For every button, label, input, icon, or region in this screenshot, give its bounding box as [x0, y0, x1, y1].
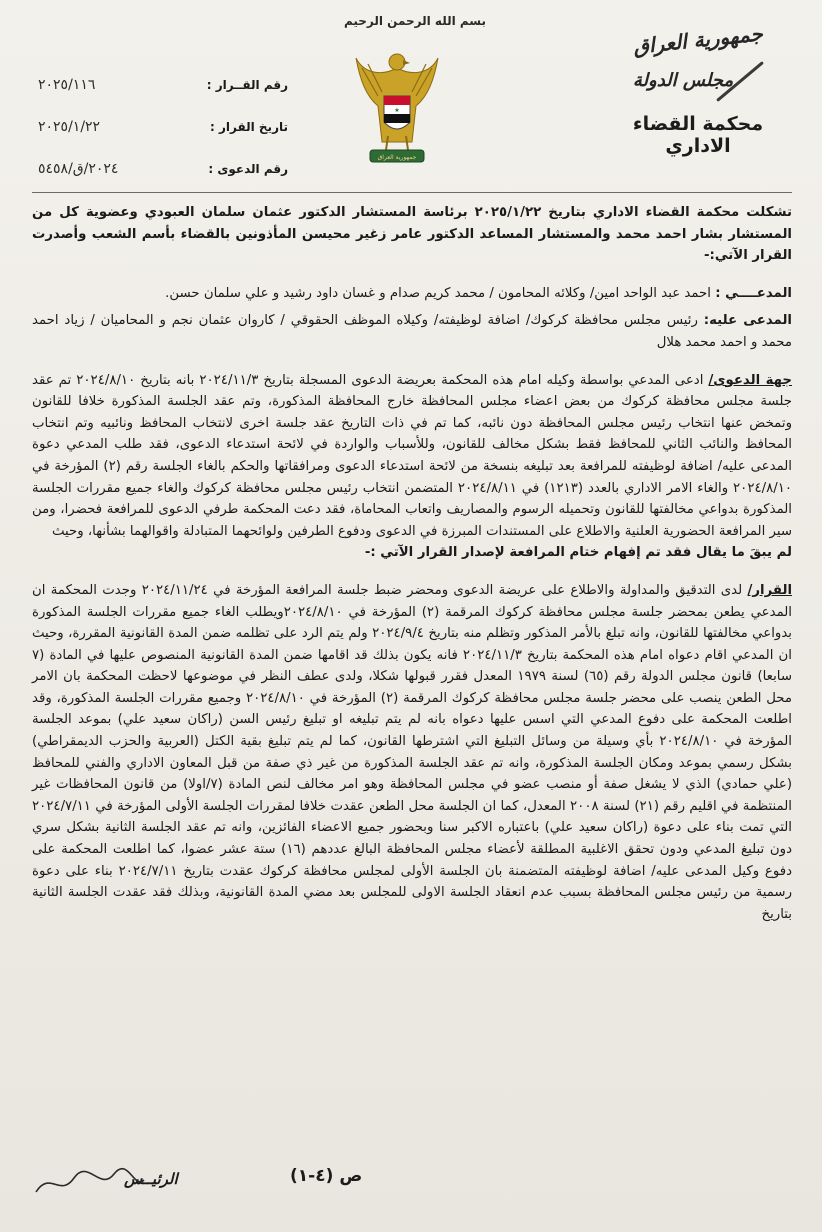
defendant-paragraph — [32, 310, 792, 353]
document-body — [32, 202, 792, 925]
claim-label: جهة الدعوى/ — [708, 372, 793, 388]
intro-paragraph: تشكلت محكمة القضاء الاداري بتاريخ ٢٠٢٥/١/٢٢ برئاسة المستشار الدكتور عثمان سلمان العبودي وعضوية كل من المستشار بشار احمد محمد والمستشار المساعد الدكتور عامر زغير محيسن المأذونين بالقضاء بأسم الشعب وأصدرت القرار الآتي:- — [32, 205, 792, 264]
page-number: ص (٤-١) — [290, 1166, 363, 1186]
basmala: بسم الله الرحمن الرحيم — [343, 14, 487, 28]
defendant-text: رئيس مجلس محافظة كركوك/ اضافة لوظيفته/ وكيلاه الموظف الحقوقي / كاروان عثمان نجم و المحاميان / زياد احمد محمد و احمد محمد هلال — [32, 313, 792, 350]
plaintiff-paragraph — [32, 283, 792, 305]
claim-text: ادعى المدعي بواسطة وكيله امام هذه المحكمة بعريضة الدعوى المسجلة بتاريخ ٢٠٢٤/١١/٣ بانه بتاريخ ٢٠٢٤/٨/١٠ تم عقد جلسة مجلس محافظة كركوك من بعض اعضاء مجلس المحافظة خارج المحافظة المذكورة، وتم عقد الجلسة المذكورة خلافا للقانون وتمخض عنها انتخاب رئيس مجلس المحافظة دون نائبه، كما تم في ذات التاريخ عقد جلسة اخرى لانتخاب المحافظ ونائبيه وتم انتخاب المحافظ والنائب الثاني للمحافظ فقط بشكل مخالف للقانون، وللأسباب والواردة في لائحة استدعاء الدعوى، فقد طلب المدعي دعوة المدعى عليه/ اضافة لوظيفته للمرافعة بعد تبليغه بنسخة من لائحة استدعاء الدعوى ومرافقاتها والحكم بالغاء الجلسة رقم (٢) المؤرخة في ٢٠٢٤/٨/١٠ والغاء الامر الاداري بالعدد (١٢١٣) في ٢٠٢٤/٨/١١ المتضمن انتخاب رئيس مجلس محافظة كركوك والغاء جميع مقررات الجلسة المذكورة بدواعي مخالفتها للقانون وتحميله الرسوم والمصاريف واتعاب المحاماة، فقد دعت المحكمة طرفي الدعوى للمرافعة فحضرا، ومن سير المرافعة الحضورية العلنية والاطلاع على المستندات المبرزة في الدعوى ودفوع الطرفين ولوائحهما المتبادلة واقوالهما بشأنها، وحيث — [32, 372, 793, 539]
republic-title: جمهورية العراق — [632, 21, 764, 59]
signature-scribble-icon — [30, 1162, 150, 1202]
plaintiff-text: احمد عبد الواحد امين/ وكلائه المحامون / محمد كريم صدام و غسان داود رشيد و علي سلمان حسن. — [165, 285, 711, 301]
ref-row-decision-number — [38, 64, 288, 106]
eagle-emblem-icon — [352, 46, 442, 174]
ref-row-case-number — [38, 148, 288, 190]
reference-block — [38, 64, 288, 190]
president-label: الرئيــس — [124, 1170, 178, 1188]
svg-text:★: ★ — [394, 107, 400, 114]
header-divider — [32, 192, 792, 193]
court-title: محكمة القضاء الاداري — [632, 113, 764, 157]
defendant-label: المدعى عليه: — [703, 313, 792, 329]
ref-value: ٢٠٢٥/١١٦ — [38, 77, 96, 93]
emblem-scroll-text: جمهورية العراق — [377, 154, 417, 161]
decision-paragraph — [32, 580, 792, 926]
claim-closing: لم يبقَ ما يقال فقد تم إفهام ختام المرافعة لإصدار القرار الآتي :- — [364, 545, 792, 561]
ref-label: رقم الدعوى : — [208, 162, 288, 176]
claim-paragraph — [32, 370, 792, 564]
decision-label: القرار/ — [747, 582, 793, 598]
ref-value: ٢٠٢٥/١/٢٢ — [38, 119, 101, 135]
ref-row-decision-date — [38, 106, 288, 148]
council-title: مجلس الدولة — [632, 70, 734, 91]
ref-value: ٢٠٢٤/ق/٥٤٥٨ — [38, 161, 119, 177]
ref-label: رقم القــرار : — [206, 78, 288, 92]
decision-text: لدى التدقيق والمداولة والاطلاع على عريضة الدعوى ومحضر ضبط جلسة المرافعة المؤرخة في ٢٠٢٤/١١/٢٤ وجدت المحكمة ان المدعي يطعن بمحضر جلسة مجلس محافظة كركوك المرقمة (٢) المؤرخة في ٢٠٢٤/٨/١٠ويطلب الغاء جميع مقررات الجلسة المذكورة بدواعي مخالفتها للقانون، وانه تبلغ بالأمر المذكور وتظلم منه بتاريخ ٢٠٢٤/٩/٤ ولم يتم الرد على تظلمه ضمن المدة القانونية المقررة، وحيث ان المدعي اقام دعواه امام هذه المحكمة بتاريخ ٢٠٢٤/١١/٣ فانه يكون بذلك قد اقامها ضمن المدة القانونية المنصوص عليها في المادة (٧ سابعا) قانون مجلس الدولة رقم (٦٥) لسنة ١٩٧٩ المعدل فقرر قبولها شكلا، ولدى عطف النظر في موضوعها لاحظت المحكمة بان الامر محل الطعن ينصب على محضر جلسة مجلس محافظة كركوك المرقمة (٢) المؤرخة في ٢٠٢٤/٨/١٠ وجميع مقررات الجلسة المذكورة، وقد اطلعت المحكمة على دفوع المدعي التي اسس عليها دعواه بانه لم يتم تبليغه او تبليغ رئيس السن (راكان سعيد علي) بموعد الجلسة المؤرخة في ٢٠٢٤/٨/١٠ بأي وسيلة من وسائل التبليغ التي اشترطها القانون، كما لم يتم تبليغ بقية الكتل (العربية والحزب الديمقراطي) بشكل رسمي بموعد ومكان الجلسة المذكورة، وانه تم عقد الجلسة المذكورة من غير ذي صفة من قبل المعاون الاداري والفني للمحافظ (علي حمادي) الذي لا يشغل صفة أو منصب عضو في مجلس المحافظة وهو امر مخالف لنص المادة (٧/اولا) من قانون المحافظات غير المنتظمة في اقليم رقم (٢١) لسنة ٢٠٠٨ المعدل، كما ان الجلسة محل الطعن عقدت خلافا لمقررات الجلسة الأولى المؤرخة في ٢٠٢٤/٧/١١ التي تمت بناء على دعوة (راكان سعيد علي) باعتباره الاكبر سنا وبحضور جميع الاعضاء الفائزين، وانه تم عقد الجلسة الثانية بشكل سري دون تبليغ المدعي ودون تحقق الاغلبية المطلقة لأعضاء مجلس المحافظة البالغ عددهم (١٦) ستة عشر عضوا، كما اطلعت المحكمة على دفوع وكيل المدعى عليه/ اضافة لوظيفته المتضمنة بان الجلسة الأولى لمجلس محافظة كركوك عقدت بتاريخ ٢٠٢٤/٧/١١ بناء على دعوة رسمية من رئيس مجلس المحافظة بسبب عدم انعقاد الجلسة الاولى للمجلس بعد مضي المدة القانونية، وبذلك فقد عقدت الجلسة الثانية بتاريخ — [32, 582, 793, 922]
masthead — [608, 22, 788, 157]
plaintiff-label: المدعــــي : — [715, 285, 792, 301]
ref-label: تاريخ القرار : — [210, 120, 288, 134]
